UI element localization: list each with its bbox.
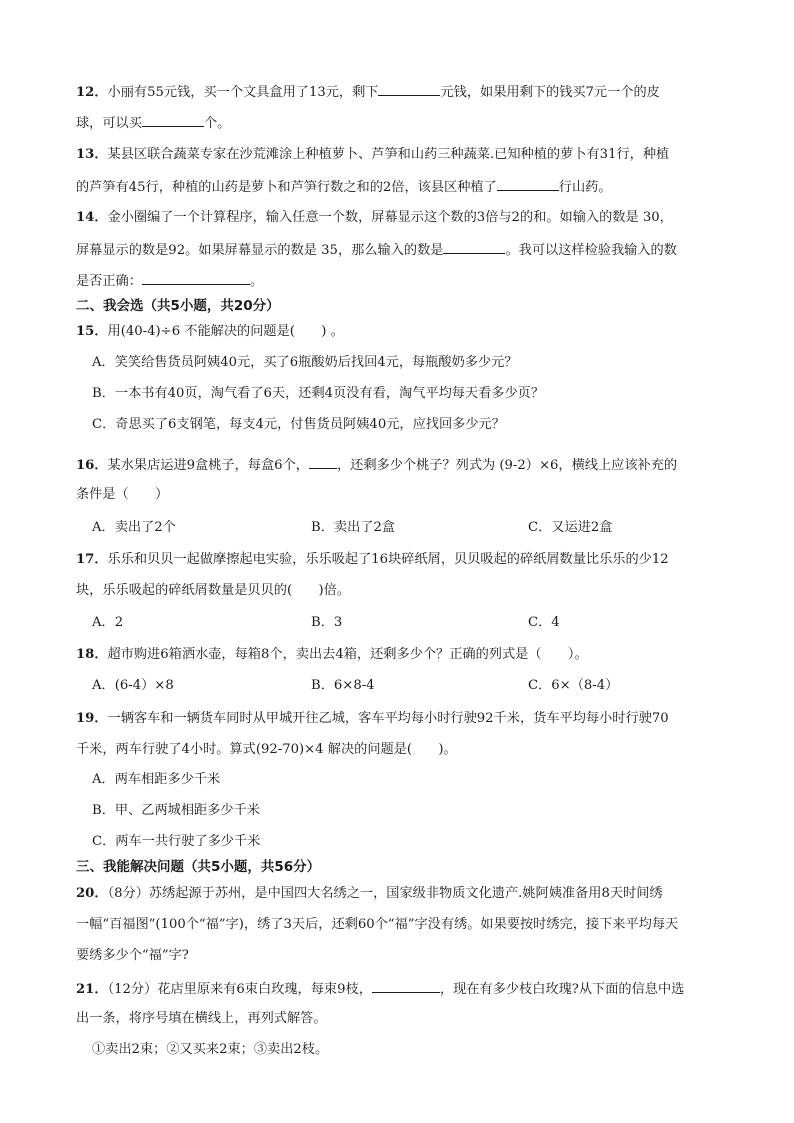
question-text: ，还剩多少个桃子？列式为 (9-2）×6，横线上应该补充的 [336, 458, 678, 473]
question-19-line-1 [76, 710, 669, 728]
question-text: 的芦笋有45行，种植的山药是萝卜和芦笋行数之和的2倍，该县区种植了 [76, 180, 497, 195]
question-15-stem [76, 323, 344, 341]
question-19-line-2: 千米，两车行驶了4小时。算式(92-70)×4 解决的问题是( )。 [76, 742, 457, 757]
question-text: 乐乐和贝贝一起做摩擦起电实验，乐乐吸起了16块碎纸屑，贝贝吸起的碎纸屑数量比乐乐的少12 [107, 552, 669, 567]
question-16-option-b[interactable]: B．卖出了2盒 [311, 520, 396, 535]
question-text: 屏幕显示的数是92。如果屏幕显示的数是 35，那么输入的数是 [76, 243, 444, 258]
question-17-option-b[interactable]: B．3 [311, 615, 343, 630]
question-18-option-c[interactable]: C．6×（8-4） [528, 678, 619, 693]
question-text: 球，可以买 [76, 116, 142, 131]
answer-blank[interactable] [142, 113, 204, 127]
question-text: 行山药。 [558, 180, 612, 195]
question-20-line-1 [76, 885, 663, 903]
question-text: 是否正确： [76, 274, 142, 289]
answer-blank[interactable] [309, 455, 337, 469]
question-21-line-2: 出一条，将序号填在横线上，再列式解答。 [76, 1011, 327, 1026]
question-number: 14． [76, 210, 108, 225]
question-text: 。 [249, 274, 264, 289]
question-17-line-1 [76, 551, 669, 569]
question-text: 元钱，如果用剩下的钱买7元一个的皮 [440, 85, 660, 100]
question-20-line-3: 要绣多少个“福”字? [76, 948, 189, 963]
question-13-line-2 [76, 177, 612, 197]
question-19-option-c[interactable]: C．两车一共行驶了多少千米 [92, 834, 261, 849]
question-15-option-a[interactable]: A．笑笑给售货员阿姨40元，买了6瓶酸奶后找回4元，每瓶酸奶多少元？ [92, 355, 518, 370]
question-text: 一辆客车和一辆货车同时从甲城开往乙城，客车平均每小时行驶92千米，货车平均每小时行驶70 [107, 711, 669, 726]
question-number: 21． [76, 982, 108, 997]
question-18-option-a[interactable]: A．(6-4）×8 [92, 678, 174, 693]
question-text: （8分）苏绣起源于苏州，是中国四大名绣之一，国家级非物质文化遗产.姚阿姨准备用8天时间绣 [107, 886, 663, 901]
question-16-option-c[interactable]: C．又运进2盒 [528, 520, 613, 535]
question-14-line-1 [76, 209, 673, 227]
question-number: 12． [76, 85, 108, 100]
question-text: 用(40-4)÷6 不能解决的问题是( ) 。 [107, 324, 344, 339]
question-number: 15． [76, 324, 108, 339]
question-number: 18． [76, 647, 108, 662]
answer-blank[interactable] [443, 240, 505, 254]
answer-blank[interactable] [142, 271, 250, 285]
question-21-choices: ①卖出2束；②又买来2束；③卖出2枝。 [92, 1042, 329, 1057]
question-17-line-2: 块，乐乐吸起的碎纸屑数量是贝贝的( )倍。 [76, 583, 351, 598]
question-19-option-a[interactable]: A．两车相距多少千米 [92, 772, 221, 787]
question-16-line-2: 条件是（ ） [76, 487, 169, 502]
question-20-line-2: 一幅“百福图”(100个“福”字)，绣了3天后，还剩60个“福”字没有绣。如果要按时绣完，接下来平均每天 [76, 917, 679, 932]
question-17-option-c[interactable]: C．4 [528, 615, 560, 630]
question-14-line-2 [76, 240, 677, 260]
question-19-option-b[interactable]: B．甲、乙两城相距多少千米 [92, 803, 260, 818]
question-text: （12分）花店里原来有6束白玫瑰，每束9枝， [107, 982, 372, 997]
question-number: 16． [76, 458, 108, 473]
question-12-line-2 [76, 113, 230, 133]
question-number: 13． [76, 147, 108, 162]
question-text: ，现在有多少枝白玫瑰?从下面的信息中选 [439, 982, 685, 997]
question-text: 超市购进6箱洒水壶，每箱8个，卖出去4箱，还剩多少个？正确的列式是（ ）。 [107, 647, 588, 662]
question-15-option-b[interactable]: B．一本书有40页，淘气看了6天，还剩4页没有看，淘气平均每天看多少页？ [92, 386, 545, 401]
question-text: 金小圈编了一个计算程序，输入任意一个数，屏幕显示这个数的3倍与2的和。如输入的数是 30， [107, 210, 673, 225]
section-2-heading: 二、我会选（共5小题，共20分） [76, 298, 280, 314]
question-13-line-1 [76, 146, 669, 164]
answer-blank[interactable] [378, 82, 440, 96]
question-text: 某水果店运进9盒桃子，每盒6个， [107, 458, 309, 473]
question-16-line-1 [76, 455, 677, 475]
section-3-heading: 三、我能解决问题（共5小题，共56分） [76, 859, 321, 875]
question-18-line-1 [76, 646, 588, 664]
question-text: 。我可以这样检验我输入的数 [505, 243, 677, 258]
question-number: 20． [76, 886, 108, 901]
question-17-option-a[interactable]: A．2 [92, 615, 124, 630]
question-16-option-a[interactable]: A．卖出了2个 [92, 520, 176, 535]
question-number: 17． [76, 552, 108, 567]
question-text: 某县区联合蔬菜专家在沙荒滩涂上种植萝卜、芦笋和山药三种蔬菜.已知种植的萝卜有31行，种植 [107, 147, 670, 162]
question-number: 19． [76, 711, 108, 726]
question-text: 个。 [203, 116, 231, 131]
question-14-line-3 [76, 271, 263, 291]
question-15-option-c[interactable]: C．奇思买了6支钢笔，每支4元，付售货员阿姨40元，应找回多少元？ [92, 417, 505, 432]
question-18-option-b[interactable]: B．6×8-4 [311, 678, 375, 693]
answer-blank[interactable] [497, 177, 559, 191]
question-12-line-1 [76, 82, 660, 102]
answer-blank[interactable] [372, 979, 440, 993]
question-21-line-1 [76, 979, 684, 999]
question-text: 小丽有55元钱，买一个文具盒用了13元，剩下 [107, 85, 379, 100]
